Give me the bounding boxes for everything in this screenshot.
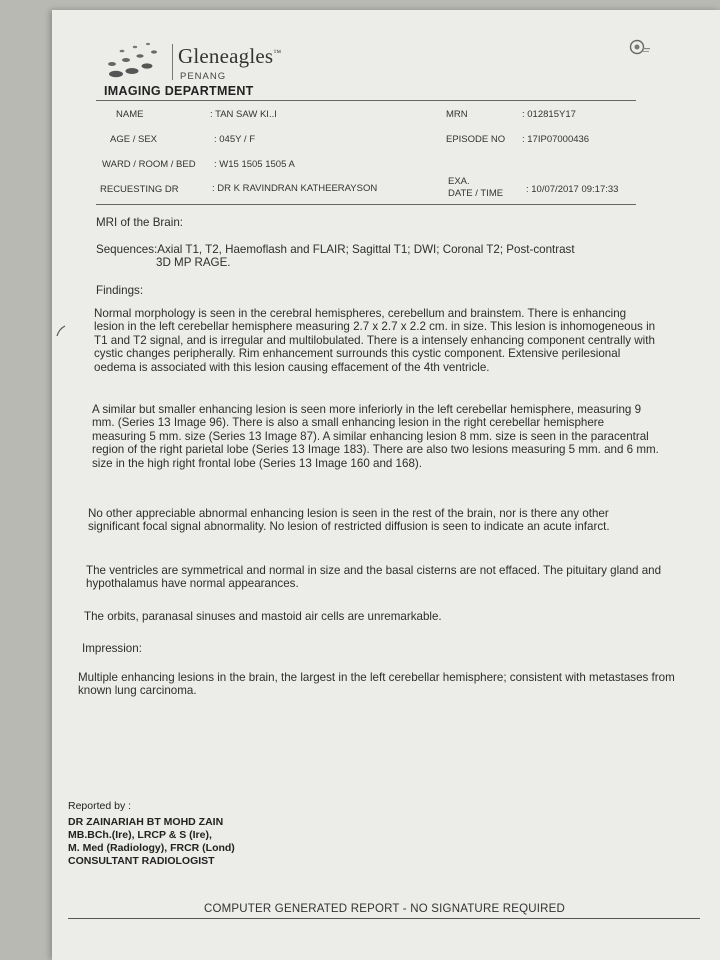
- impression-heading: Impression:: [82, 642, 142, 655]
- age-sex-label: AGE / SEX: [110, 134, 157, 145]
- findings-paragraph-1: Normal morphology is seen in the cerebral hemispheres, cerebellum and brainstem. There is enhancing lesion in the left cerebellar hemisphere measuring 2.7 x 2.7 x 2.2 cm. in size. This lesion is inhomogeneous in T1 and T2 signal, and is irregular and multilobulated. There is a intensely enhancing component centrally with cystic changes peripherally. Rim enhancement surrounds this cystic component. Extensive perilesional oedema is associated with this lesion causing effacement of the 4th ventricle.: [94, 307, 656, 374]
- signature-block: [68, 800, 235, 868]
- exam-label-1: EXA.: [448, 176, 470, 187]
- logo-name: Gleneagles: [178, 44, 274, 68]
- radiologist-qualification-1: MB.BCh.(Ire), LRCP & S (Ire),: [68, 829, 212, 841]
- requesting-dr-value: : DR K RAVINDRAN KATHEERAYSON: [212, 183, 378, 194]
- logo-dots-icon: [102, 38, 168, 84]
- mrn-value: : 012815Y17: [522, 109, 576, 120]
- episode-value: : 17IP07000436: [522, 134, 590, 145]
- sequences-line-1: Sequences:Axial T1, T2, Haemoflash and FLAIR; Sagittal T1; DWI; Coronal T2; Post-contrast: [96, 243, 575, 256]
- footer-rule: [68, 918, 700, 919]
- findings-paragraph-4: The ventricles are symmetrical and normal in size and the basal cisterns are not effaced. The pituitary gland and hypothalamus have normal appearances.: [86, 564, 662, 591]
- header-rule: [96, 100, 636, 101]
- hospital-logo: [102, 38, 302, 86]
- name-value: : TAN SAW KI..I: [210, 109, 277, 120]
- ward-label: WARD / ROOM / BED: [102, 159, 196, 170]
- mrn-label: MRN: [446, 109, 468, 120]
- name-label: NAME: [116, 109, 144, 120]
- age-sex-value: : 045Y / F: [214, 134, 256, 145]
- logo-city: PENANG: [180, 71, 227, 82]
- episode-label: EPISODE NO: [446, 134, 506, 145]
- exam-value: : 10/07/2017 09:17:33: [526, 184, 619, 195]
- ward-value: : W15 1505 1505 A: [214, 159, 295, 170]
- radiologist-qualification-2: M. Med (Radiology), FRCR (Lond): [68, 842, 235, 854]
- findings-paragraph-2: A similar but smaller enhancing lesion is seen more inferiorly in the left cerebellar hemisphere, measuring 9 mm. (Series 13 Image 96). There is also a small enhancing lesion in the right cerebellar hemisphere measuring 5 mm. size (Series 13 Image 87). A similar enhancing lesion 8 mm. size is seen in the paracentral region of the right parietal lobe (Series 13 Image 183). There are also two lesions measuring 5 mm. and 6 mm. size in the high right frontal lobe (Series 13 Image 160 and 168).: [92, 403, 659, 470]
- radiologist-name: DR ZAINARIAH BT MOHD ZAIN: [68, 816, 224, 828]
- findings-paragraph-5: The orbits, paranasal sinuses and mastoid air cells are unremarkable.: [84, 610, 442, 623]
- department-title: IMAGING DEPARTMENT: [104, 84, 254, 98]
- findings-paragraph-3: No other appreciable abnormal enhancing lesion is seen in the rest of the brain, nor is there any other significant focal signal abnormality. No lesion of restricted diffusion is seen to indicate an acute infarct.: [88, 507, 610, 534]
- exam-label-2: DATE / TIME: [448, 188, 504, 199]
- findings-heading: Findings:: [96, 284, 144, 297]
- info-rule: [96, 204, 636, 205]
- report-title: MRI of the Brain:: [96, 216, 183, 229]
- sequences-line-2: 3D MP RAGE.: [156, 256, 231, 270]
- reported-by-label: Reported by :: [68, 800, 132, 812]
- accreditation-seal-icon: [628, 38, 650, 60]
- impression-text: Multiple enhancing lesions in the brain, the largest in the left cerebellar hemisphere; consistent with metastases from known lung carcinoma.: [78, 671, 675, 698]
- logo-divider: [172, 44, 173, 80]
- sequences: [96, 243, 656, 270]
- requesting-dr-label: RECUESTING DR: [100, 184, 179, 195]
- footer-note: COMPUTER GENERATED REPORT - NO SIGNATURE REQUIRED: [204, 903, 566, 915]
- radiologist-title: CONSULTANT RADIOLOGIST: [68, 855, 215, 867]
- pen-tick-mark-icon: [54, 324, 68, 338]
- logo-trademark: ™: [273, 48, 282, 57]
- report-sheet: [52, 10, 720, 960]
